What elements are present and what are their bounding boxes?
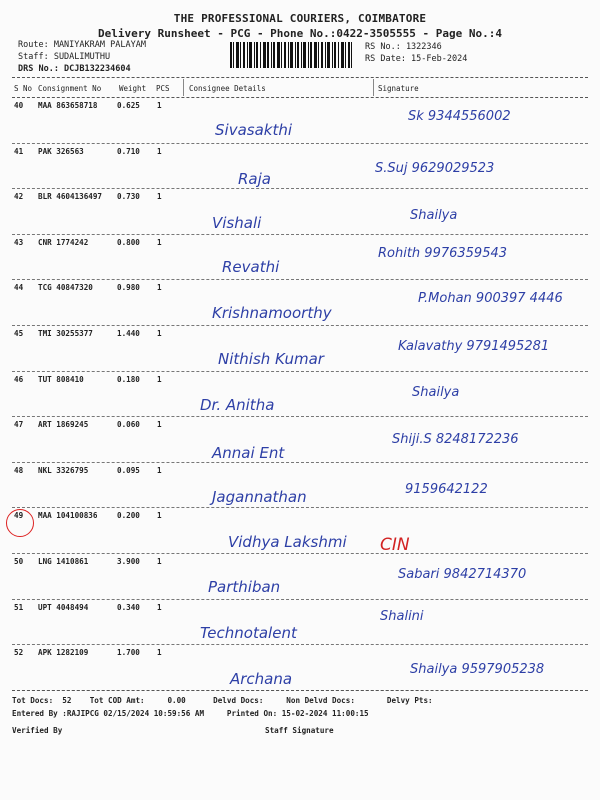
row-consignment-no: PAK 326563 [38,146,84,156]
row-signature-handwritten: Shailya [410,208,458,224]
row-weight: 0.180 [117,374,140,384]
row-signature-handwritten: Shailya 9597905238 [410,662,545,678]
row-consignee-handwritten: Parthiban [208,578,281,596]
runsheet-subtitle: Delivery Runsheet - PCG - Phone No.:0422-3505555 - Page No.:4 [98,27,502,40]
row-signature-handwritten: P.Mohan 900397 4446 [418,291,563,307]
row-separator [12,325,588,326]
row-sno: 52 [14,648,24,658]
row-signature-handwritten: Sabari 9842714370 [398,567,527,582]
row-signature-handwritten: Shiji.S 8248172236 [392,432,519,448]
row-signature-handwritten: Rohith 9976359543 [378,245,508,261]
row-signature-handwritten: CIN [380,535,410,556]
row-separator [12,507,588,508]
row-consignee-handwritten: Jagannathan [212,487,307,506]
row-pcs: 1 [157,557,162,566]
row-weight: 0.730 [117,192,140,202]
row-consignee-handwritten: Revathi [222,257,280,276]
row-sno: 47 [14,420,24,430]
entered-by-line: Entered By :RAJIPCG 02/15/2024 10:59:56 AM Printed On: 15-02-2024 11:00:15 [12,709,369,718]
row-weight: 0.800 [117,237,140,247]
row-separator [12,188,588,189]
row-consignment-no: APK 1282109 [38,648,89,658]
row-signature-handwritten: 9159642122 [405,481,488,497]
row-consignment-no: TCG 40847320 [38,283,93,293]
col-sno: S No [14,84,33,93]
row-separator [12,416,588,417]
row-consignee-handwritten: Technotalent [200,623,297,642]
header-top-rule [12,77,588,78]
row-pcs: 1 [157,648,162,658]
row-consignee-handwritten: Nithish Kumar [218,350,324,368]
row-weight: 0.340 [117,602,140,612]
company-title: THE PROFESSIONAL COURIERS, COIMBATORE [173,12,427,25]
row-consignee-handwritten: Raja [238,169,271,188]
col-consignee: Consignee Details [189,84,266,93]
row-consignee-handwritten: Dr. Anitha [200,395,275,414]
row-consignment-no: UPT 4048494 [38,602,89,612]
row-separator [12,462,588,463]
row-separator [12,234,588,235]
row-pcs: 1 [157,511,162,521]
row-weight: 3.900 [117,557,140,566]
col-signature: Signature [378,84,419,93]
drs-number: DRS No.: DCJB132234604 [18,64,131,74]
row-signature-handwritten: Shalini [380,608,424,624]
row-pcs: 1 [157,465,162,475]
col-divider [183,79,184,96]
row-consignee-handwritten: Vidhya Lakshmi [228,533,347,552]
row-pcs: 1 [157,329,162,338]
totals-line: Tot Docs: 52 Tot COD Amt: 0.00 Delvd Docs: Non Delvd Docs: Delvy Pts: [12,696,433,705]
col-divider [373,79,374,96]
row-consignee-handwritten: Sivasakthi [215,121,293,139]
row-weight: 1.440 [117,329,140,338]
row-sno: 42 [14,192,24,202]
row-sno: 40 [14,101,24,110]
row-pcs: 1 [157,283,162,293]
staff-label: Staff: SUDALIMUTHU [18,52,111,62]
row-weight: 0.710 [117,146,140,156]
row-weight: 0.200 [117,511,140,521]
row-consignee-handwritten: Krishnamoorthy [212,304,332,323]
row-sno: 45 [14,329,24,338]
row-separator [12,143,588,144]
rs-number: RS No.: 1322346 [365,42,442,52]
row-weight: 0.095 [117,465,140,475]
row-pcs: 1 [157,374,162,384]
footer-rule [12,690,588,691]
staff-signature-label: Staff Signature [265,726,334,735]
row-consignment-no: NKL 3326795 [38,465,89,475]
row-pcs: 1 [157,237,162,247]
row-separator [12,599,588,600]
rs-date: RS Date: 15-Feb-2024 [365,54,468,64]
row-separator [12,279,588,280]
row-weight: 0.060 [117,420,140,430]
row-consignment-no: MAA 104100836 [38,511,98,521]
row-consignment-no: MAA 863658718 [38,101,98,110]
row-separator [12,644,588,645]
row-sno: 43 [14,237,24,247]
row-pcs: 1 [157,602,162,612]
row-sno: 51 [14,602,24,612]
row-weight: 1.700 [117,648,140,658]
row-consignment-no: BLR 4604136497 [38,192,103,202]
row-sno: 44 [14,283,24,293]
row-pcs: 1 [157,420,162,430]
row-pcs: 1 [157,146,162,156]
row-pcs: 1 [157,101,162,110]
row-consignment-no: ART 1869245 [38,420,89,430]
row-sno: 46 [14,374,24,384]
barcode [230,42,352,68]
col-consignment: Consignment No [38,84,102,93]
red-circle-mark [6,509,34,537]
row-sno: 49 [14,511,24,521]
row-weight: 0.980 [117,283,140,293]
row-signature-handwritten: Kalavathy 9791495281 [398,339,550,354]
row-signature-handwritten: Sk 9344556002 [408,109,511,124]
row-weight: 0.625 [117,101,140,110]
row-consignment-no: TMI 30255377 [38,329,93,338]
col-pcs: PCS [156,84,170,93]
col-weight: Weight [119,84,147,93]
row-consignment-no: TUT 808410 [38,374,84,384]
row-consignment-no: CNR 1774242 [38,237,89,247]
row-sno: 50 [14,557,24,566]
verified-by-label: Verified By [12,726,63,735]
row-sno: 48 [14,465,24,475]
header-bottom-rule [12,97,588,98]
row-consignee-handwritten: Archana [230,670,293,689]
row-sno: 41 [14,146,24,156]
row-separator [12,371,588,372]
row-signature-handwritten: S.Suj 9629029523 [375,160,495,176]
row-separator [12,553,588,554]
row-consignee-handwritten: Annai Ent [212,444,285,463]
row-consignee-handwritten: Vishali [212,214,262,233]
row-signature-handwritten: Shailya [412,384,460,400]
row-pcs: 1 [157,192,162,202]
route-label: Route: MANIYAKRAM PALAYAM [18,40,146,50]
row-consignment-no: LNG 1410861 [38,557,89,566]
